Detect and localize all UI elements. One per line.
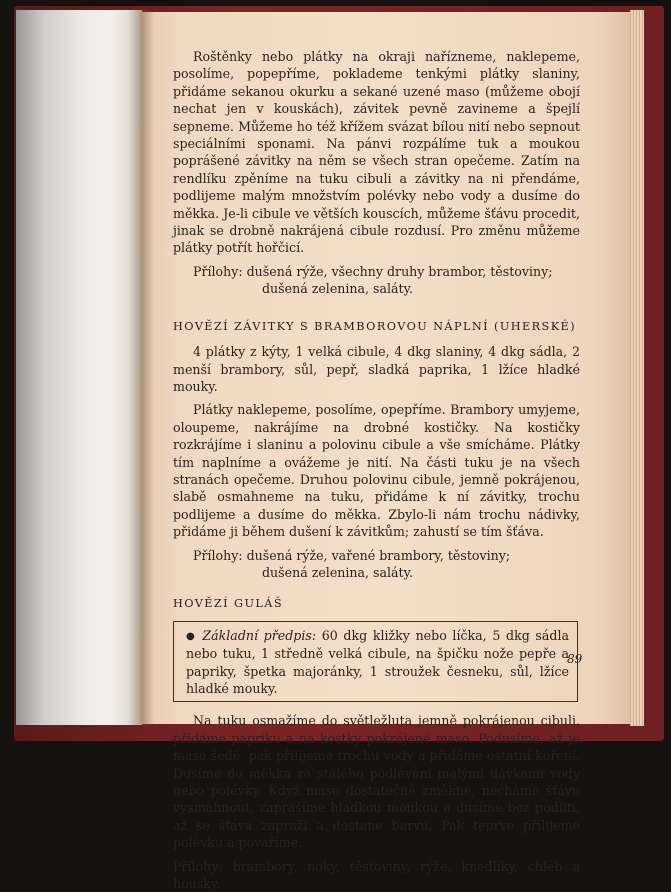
base-recipe-lead: Základní předpis: xyxy=(202,627,317,643)
sides-block-1 xyxy=(193,263,580,298)
sides-label: Přílohy: xyxy=(193,547,243,563)
sides-line: dušená zelenina, saláty. xyxy=(262,564,414,580)
page-number: 89 xyxy=(567,652,583,666)
sides-line: Přílohy: brambory, noky, těstoviny, rýže, knedlíky, chléb a housky. xyxy=(173,858,580,892)
sides-block-2 xyxy=(193,547,580,582)
method-paragraph: Na tuku osmažíme do světležluta jemně pokrájenou cibuli, přidáme papriku a na kostky pokrájené maso. Podusíme, až je maso šedé, pak přilijeme trochu vody a přidáme ostatní koření. Dusíme do měkka za stálého podlévání malými dávkami vody nebo polévky. Když maso dostatečně změkne, necháme šťávu vysmahnout, zaprášíme hladkou moukou a dusíme bez podlití, až se šťáva zapraží a dostane barvu. Pak teprve přilijeme polévku a povaříme. xyxy=(173,713,580,851)
ingredients-paragraph: 4 plátky z kýty, 1 velká cibule, 4 dkg slaniny, 4 dkg sádla, 2 menší brambory, sůl, pepř, sladká paprika, 1 lžíce hladké mouky. xyxy=(173,344,580,394)
sides-line: dušená rýže, vařené brambory, těstoviny; xyxy=(246,547,511,563)
page-text xyxy=(173,48,583,892)
page-edges xyxy=(630,10,644,726)
left-page xyxy=(16,10,142,725)
sides-line: dušená rýže, všechny druhy brambor, těstoviny; xyxy=(246,263,553,279)
sides-label: Přílohy: xyxy=(193,263,243,279)
recipe-heading: HOVĚZÍ GULÁŠ xyxy=(173,597,283,611)
base-recipe-text: 60 dkg kližky nebo líčka, 5 dkg sádla nebo tuku, 1 středně velká cibule, na špičku nože pepře a papriky, špetka majoránky, 1 stroužek česneku, sůl, lžíce hladké mouky. xyxy=(186,627,569,696)
bullet-icon: ● xyxy=(186,630,197,642)
sides-line: dušená zelenina, saláty. xyxy=(262,281,414,297)
page-gutter xyxy=(128,10,154,725)
base-recipe-box xyxy=(173,621,578,703)
intro-paragraph: Roštěnky nebo plátky na okraji nařízneme, naklepeme, posolíme, popepříme, poklademe tenkými plátky slaniny, přidáme sekanou okurku a sekané uzené maso (můžeme obojí nechat jen v kouskách), závitek pevně zavineme a špejlí sepneme. Můžeme ho též křížem svázat bílou nití nebo sepnout speciálními sponami. Na pánvi rozpálíme tuk a moukou poprášené závitky na něm se všech stran opečeme. Zatím na rendlíku zpěníme na tuku cibuli a závitky na ni přendáme, podlijeme malým množstvím polévky nebo vody a dusíme do měkka. Je-li cibule ve větších kouscích, můžeme šťávu procedit, jinak se drobně nakrájená cibule rozdusí. Pro změnu můžeme plátky potřít hořčicí. xyxy=(173,49,580,256)
recipe-heading: HOVĚZÍ ZÁVITKY S BRAMBOROVOU NÁPLNÍ (UHERSKÉ) xyxy=(173,319,576,333)
method-paragraph: Plátky naklepeme, posolíme, opepříme. Brambory umyjeme, oloupeme, nakrájíme na drobné kostičky. Na kostičky rozkrájíme i slaninu a polovinu cibule a vše smícháme. Plátky tím naplníme a ovážeme je nití. Na části tuku je na všech stranách opečeme. Druhou polovinu cibule, jemně pokrájenou, slabě osmahneme na tuku, přidáme k ní závitky, trochu podlijeme a dusíme do měkka. Zbylo-li nám trochu nádivky, přidáme ji během dušení k závitkům; zahustí se tím šťáva. xyxy=(173,402,580,540)
